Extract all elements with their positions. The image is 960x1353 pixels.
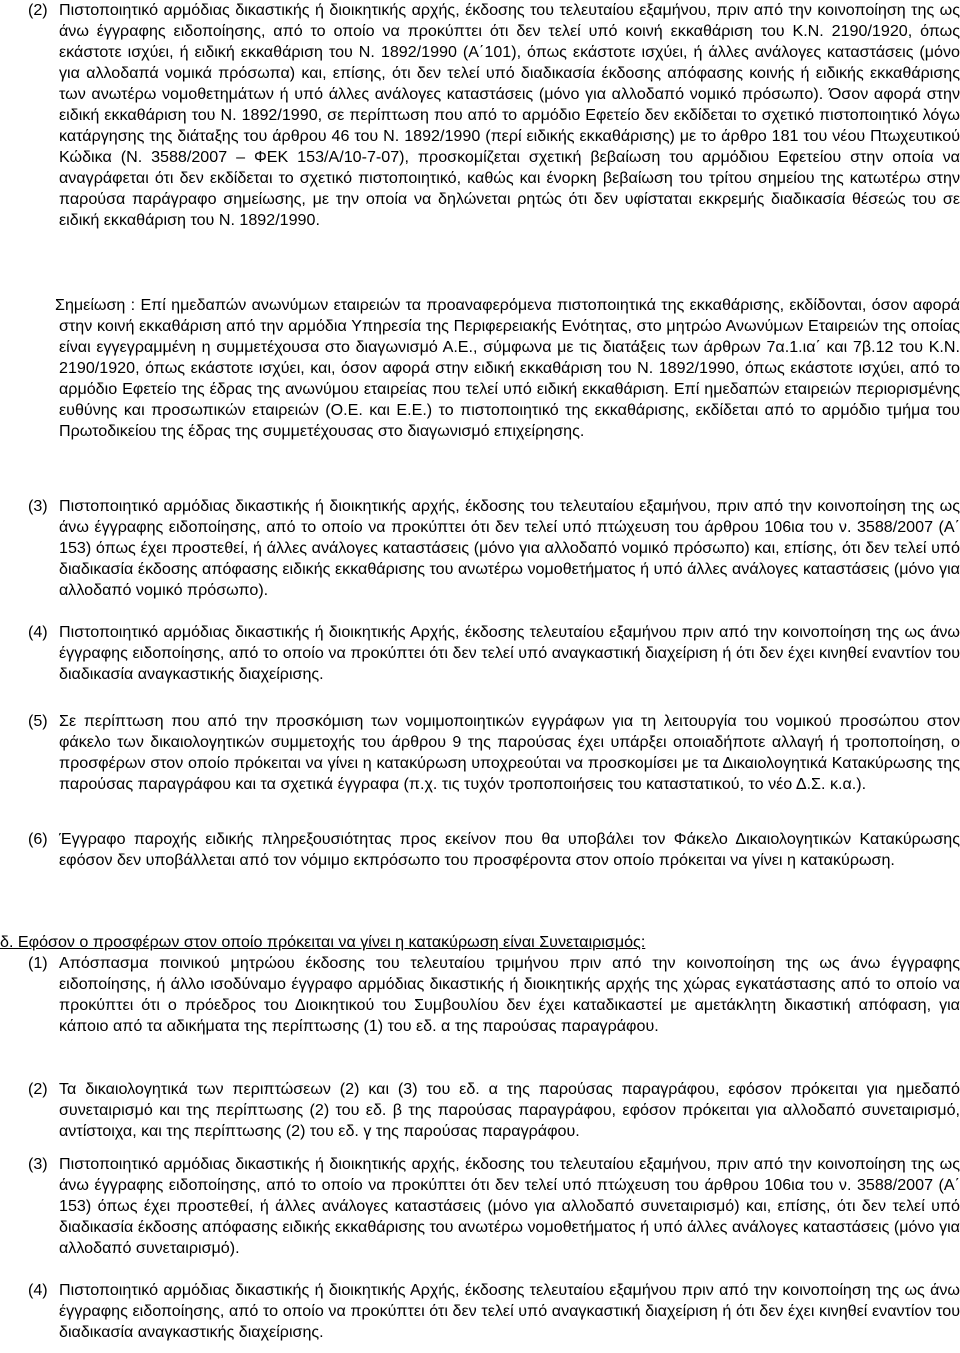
list-item <box>28 953 960 1037</box>
item-text: Πιστοποιητικό αρμόδιας δικαστικής ή διοικητικής αρχής, έκδοσης του τελευταίου εξαμήνου, πριν από την κοινοποίηση της ως άνω έγγραφης ειδοποίησης, από το οποίο να προκύπτει ότι δεν τελεί υπό πτώχευση του άρθρου 106ια του ν. 3588/2007 (Α΄ 153) όπως έχει προστεθεί, ή άλλες ανάλογες καταστάσεις (μόνο για αλλοδαπό νομικό πρόσωπο) και, επίσης, ότι δεν τελεί υπό διαδικασία έκδοσης απόφασης ειδικής εκκαθάρισης του ανωτέρω νομοθετήματος ή υπό άλλες ανάλογες καταστάσεις (μόνο για αλλοδαπό νομικό πρόσωπο). <box>59 497 960 599</box>
item-text: Απόσπασμα ποινικού μητρώου έκδοσης του τελευταίου τριμήνου πριν από την κοινοποίηση της ως άνω έγγραφης ειδοποίησης, ή άλλο ισοδύναμο έγγραφο αρμόδιας δικαστικής ή διοικητικής αρχής της χώρας εγκατάστασης από το οποίο να προκύπτει ότι ο πρόεδρος του Διοικητικού του Συμβουλίου δεν έχει καταδικαστεί με αμετάκλητη δικαστική απόφαση, για κάποιο από τα αδικήματα της περίπτωσης (1) του εδ. α της παρούσας παραγράφου. <box>59 954 960 1035</box>
item-text: Τα δικαιολογητικά των περιπτώσεων (2) και (3) του εδ. α της παρούσας παραγράφου, εφόσον πρόκειται για ημεδαπό συνεταιρισμό και της περίπτωσης (2) του εδ. β της παρούσας παραγράφου, εφόσον πρόκειται για αλλοδαπό συνεταιρισμό, αντίστοιχα, και της περίπτωσης (2) του εδ. γ της παρούσας παραγράφου. <box>59 1080 960 1140</box>
item-number: (3) <box>28 497 48 515</box>
item-text: Σε περίπτωση που από την προσκόμιση των νομιμοποιητικών εγγράφων για τη λειτουργία του νομικού προσώπου στον φάκελο των δικαιολογητικών συμμετοχής του άρθρου 9 της παρούσας έχει υπάρξει οποιαδήποτε αλλαγή ή τροποποίηση, ο προσφέρων στον οποίο πρόκειται να γίνει η κατακύρωση υποχρεούται να προσκομίσει με τα Δικαιολογητικά Κατακύρωσης της παρούσας παραγράφου και τα σχετικά έγγραφα (π.χ. τις τυχόν τροποποιήσεις του καταστατικού, το νέο Δ.Σ. κ.α.). <box>59 712 960 793</box>
list-item <box>28 0 960 231</box>
item-text: Πιστοποιητικό αρμόδιας δικαστικής ή διοικητικής Αρχής, έκδοσης τελευταίου εξαμήνου πριν από την κοινοποίηση της ως άνω έγγραφης ειδοποίησης, από το οποίο να προκύπτει ότι δεν τελεί υπό αναγκαστική διαχείριση ή ότι δεν έχει κινηθεί εναντίον του διαδικασία αναγκαστικής διαχείρισης. <box>59 623 960 683</box>
note-paragraph: Σημείωση : Επί ημεδαπών ανωνύμων εταιρειών τα προαναφερόμενα πιστοποιητικά της εκκαθάρισης, εκδίδονται, όσον αφορά στην κοινή εκκαθάριση από την αρμόδια Υπηρεσία της Περιφερειακής Ενότητας, στο μητρώο Ανωνύμων Εταιρειών της οποίας είναι εγγεγραμμένη η συμμετέχουσα στο διαγωνισμό Α.Ε., σύμφωνα με τις διατάξεις των άρθρων 7α.1.ια΄ και 7β.12 του Κ.Ν. 2190/1920, όπως εκάστοτε ισχύει, και, όσον αφορά στην ειδική εκκαθάριση του Ν. 1892/1990, όπως εκάστοτε ισχύει, από το αρμόδιο Εφετείο της έδρας της ανωνύμου εταιρείας που τελεί υπό ειδική εκκαθάριση. Επί ημεδαπών εταιρειών περιορισμένης ευθύνης και προσωπικών εταιρειών (Ο.Ε. και Ε.Ε.) το πιστοποιητικό της εκκαθάρισης, εκδίδεται από το αρμόδιο τμήμα του Πρωτοδικείου της έδρας της συμμετέχουσας στο διαγωνισμό επιχείρησης. <box>55 296 960 440</box>
section-heading: δ. Εφόσον ο προσφέρων στον οποίο πρόκειται να γίνει η κατακύρωση είναι Συνεταιρισμός: <box>0 933 646 951</box>
item-number: (5) <box>28 712 48 730</box>
list-item <box>28 829 960 871</box>
item-number: (3) <box>28 1155 48 1173</box>
item-number: (2) <box>28 1 48 19</box>
list-item <box>28 496 960 601</box>
list-item <box>28 622 960 685</box>
list-item <box>28 1079 960 1142</box>
item-number: (4) <box>28 1281 48 1299</box>
item-number: (1) <box>28 954 48 972</box>
list-item <box>28 1280 960 1343</box>
item-text: Πιστοποιητικό αρμόδιας δικαστικής ή διοικητικής αρχής, έκδοσης του τελευταίου εξαμήνου, πριν από την κοινοποίηση της ως άνω έγγραφης ειδοποίησης, από το οποίο να προκύπτει ότι δεν τελεί υπό πτώχευση του άρθρου 106ια του ν. 3588/2007 (Α΄ 153) όπως έχει προστεθεί, ή άλλες ανάλογες καταστάσεις (μόνο για αλλοδαπό συνεταιρισμό) και, επίσης, ότι δεν τελεί υπό διαδικασία έκδοσης απόφασης ειδικής εκκαθάρισης του ανωτέρω νομοθετήματος ή υπό άλλες ανάλογες καταστάσεις (μόνο για αλλοδαπό συνεταιρισμό). <box>59 1155 960 1257</box>
item-text: Έγγραφο παροχής ειδικής πληρεξουσιότητας προς εκείνον που θα υποβάλει τον Φάκελο Δικαιολογητικών Κατακύρωσης εφόσον δεν υποβάλλεται από τον νόμιμο εκπρόσωπο του προσφέροντα στον οποίο πρόκειται να γίνει η κατακύρωση. <box>59 830 960 869</box>
item-number: (2) <box>28 1080 48 1098</box>
item-number: (4) <box>28 623 48 641</box>
item-number: (6) <box>28 830 48 848</box>
list-item <box>28 711 960 795</box>
item-text: Πιστοποιητικό αρμόδιας δικαστικής ή διοικητικής αρχής, έκδοσης του τελευταίου εξαμήνου, πριν από την κοινοποίηση της ως άνω έγγραφης ειδοποίησης, από το οποίο να προκύπτει ότι δεν τελεί υπό κοινή εκκαθάριση του Κ.Ν. 2190/1920, όπως εκάστοτε ισχύει, ή ειδική εκκαθάριση του Ν. 1892/1990 (Α΄101), όπως εκάστοτε ισχύει, ή άλλες ανάλογες καταστάσεις (μόνο για αλλοδαπά νομικά πρόσωπα) και, επίσης, ότι δεν τελεί υπό διαδικασία έκδοσης απόφασης κοινής ή ειδικής εκκαθάρισης των ανωτέρω νομοθετημάτων ή υπό άλλες ανάλογες καταστάσεις (μόνο για αλλοδαπό νομικό πρόσωπο). Όσον αφορά στην ειδική εκκαθάριση του Ν. 1892/1990, σε περίπτωση που από το αρμόδιο Εφετείο δεν εκδίδεται το σχετικό πιστοποιητικό λόγω κατάργησης της διάταξης του άρθρου 46 του Ν. 1892/1990 (περί ειδικής εκκαθάρισης) με το άρθρο 181 του νέου Πτωχευτικού Κώδικα (Ν. 3588/2007 – ΦΕΚ 153/Α/10-7-07), προσκομίζεται σχετική βεβαίωση του αρμόδιου Εφετείου στην οποία να αναγράφεται ότι δεν εκδίδεται το σχετικό πιστοποιητικό, καθώς και ένορκη βεβαίωση του τρίτου σημείου της κατωτέρω στην παρούσα παράγραφο σημείωσης, με την οποία να δηλώνεται ρητώς ότι δεν υφίσταται εκκρεμής διαδικασία θέσεώς του σε ειδική εκκαθάριση του Ν. 1892/1990. <box>59 1 960 229</box>
list-item <box>28 1154 960 1259</box>
item-text: Πιστοποιητικό αρμόδιας δικαστικής ή διοικητικής Αρχής, έκδοσης τελευταίου εξαμήνου πριν από την κοινοποίηση της ως άνω έγγραφης ειδοποίησης, από το οποίο να προκύπτει ότι δεν τελεί υπό αναγκαστική διαχείριση ή ότι δεν έχει κινηθεί εναντίον του διαδικασία αναγκαστικής διαχείρισης. <box>59 1281 960 1341</box>
